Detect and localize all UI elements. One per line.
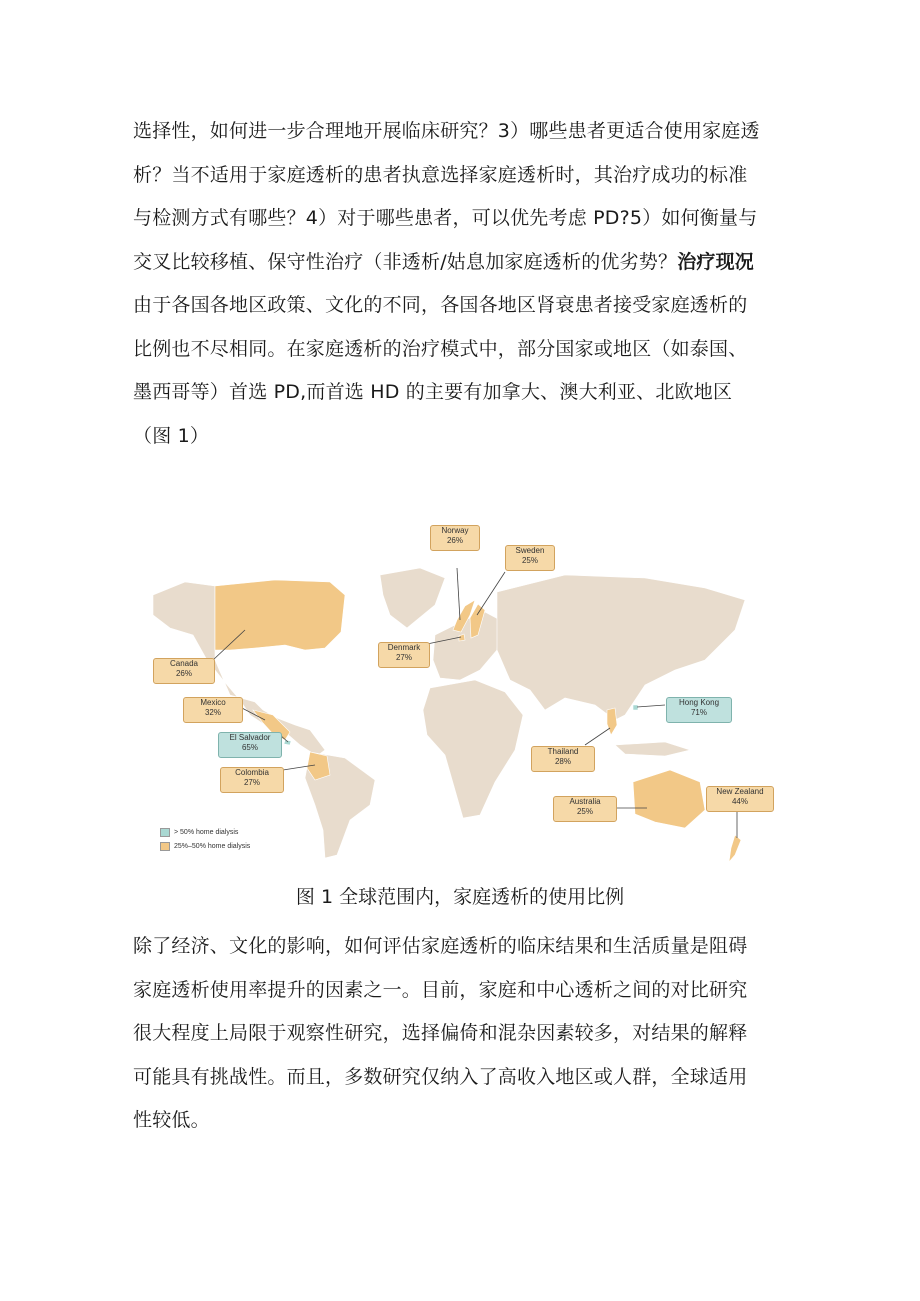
new-zealand-shape — [729, 835, 741, 862]
callout-country: New Zealand — [716, 787, 764, 796]
text-line: 除了经济、文化的影响，如何评估家庭透析的临床结果和生活质量是阻碍 — [133, 935, 748, 957]
paragraph-2 — [133, 925, 793, 1143]
text-line: 墨西哥等）首选 PD,而首选 HD 的主要有加拿大、澳大利亚、北欧地区 — [133, 381, 733, 403]
text-line: 家庭透析使用率提升的因素之一。目前，家庭和中心透析之间的对比研究 — [133, 978, 748, 1001]
callout-value: 25% — [521, 556, 538, 565]
callout-canada — [153, 658, 215, 684]
legend-item — [160, 839, 280, 853]
text-line: 比例也不尽相同。在家庭透析的治疗模式中，部分国家或地区（如泰国、 — [133, 337, 748, 360]
callout-country: El Salvador — [229, 733, 271, 742]
legend-swatch — [160, 828, 170, 837]
el-salvador-shape — [284, 740, 291, 745]
australia-shape — [633, 770, 705, 828]
map-legend — [160, 825, 280, 860]
callout-value: 27% — [243, 778, 260, 787]
callout-norway — [430, 525, 480, 551]
section-heading: 治疗现况 — [677, 250, 755, 273]
callout-value: 25% — [576, 807, 593, 816]
indonesia-shape — [615, 742, 690, 756]
callout-country: Thailand — [547, 747, 579, 756]
callout-denmark — [378, 642, 430, 668]
text-line: 很大程度上局限于观察性研究，选择偏倚和混杂因素较多，对结果的解释 — [133, 1022, 748, 1044]
callout-thailand — [531, 746, 595, 772]
callout-mexico — [183, 697, 243, 723]
text-line — [133, 241, 793, 285]
text-line: 选择性，如何进一步合理地开展临床研究？3）哪些患者更适合使用家庭透 — [133, 120, 760, 142]
callout-new-zealand — [706, 786, 774, 812]
africa-shape — [423, 680, 523, 818]
callout-value: 71% — [690, 708, 707, 717]
callout-country: Canada — [169, 659, 199, 668]
legend-label: 25%–50% home dialysis — [174, 842, 251, 850]
callout-value: 28% — [554, 757, 571, 766]
callout-country: Australia — [569, 797, 601, 806]
legend-item — [160, 825, 280, 839]
callout-value: 27% — [395, 653, 412, 662]
text-line: 性较低。 — [133, 1109, 210, 1131]
callout-country: Hong Kong — [678, 698, 720, 707]
text-line: 可能具有挑战性。而且，多数研究仅纳入了高收入地区或人群，全球适用 — [133, 1065, 748, 1088]
legend-label: > 50% home dialysis — [174, 828, 239, 836]
callout-hong-kong — [666, 697, 732, 723]
callout-value: 44% — [731, 797, 748, 806]
greenland-shape — [380, 568, 445, 628]
callout-country: Mexico — [200, 698, 226, 707]
callout-colombia — [220, 767, 284, 793]
thailand-shape — [607, 708, 617, 735]
paragraph-1 — [133, 110, 793, 458]
callout-value: 32% — [204, 708, 221, 717]
callout-value: 26% — [175, 669, 192, 678]
text-line: 析？当不适用于家庭透析的患者执意选择家庭透析时，其治疗成功的标准 — [133, 163, 748, 186]
leader-line — [637, 705, 665, 707]
callout-sweden — [505, 545, 555, 571]
legend-swatch — [160, 842, 170, 851]
callout-value: 65% — [241, 743, 258, 752]
callout-el-salvador — [218, 732, 282, 758]
text-line: （图 1） — [133, 424, 210, 447]
text-span: 交叉比较移植、保守性治疗（非透析/姑息加家庭透析的优劣势？ — [133, 250, 678, 273]
callout-country: Norway — [441, 526, 469, 535]
leader-line — [585, 728, 610, 745]
callout-value: 26% — [446, 536, 463, 545]
text-line: 由于各国各地区政策、文化的不同，各国各地区肾衰患者接受家庭透析的 — [133, 294, 748, 316]
callout-country: Sweden — [515, 546, 545, 555]
figure-caption: 图 1 全球范围内，家庭透析的使用比例 — [295, 886, 625, 908]
callout-country: Denmark — [387, 643, 421, 652]
hong-kong-shape — [633, 705, 638, 710]
leader-line — [457, 568, 460, 620]
callout-country: Colombia — [235, 768, 269, 777]
text-line: 与检测方式有哪些？4）对于哪些患者，可以优先考虑 PD?5）如何衡量与 — [133, 207, 758, 229]
callout-australia — [553, 796, 617, 822]
